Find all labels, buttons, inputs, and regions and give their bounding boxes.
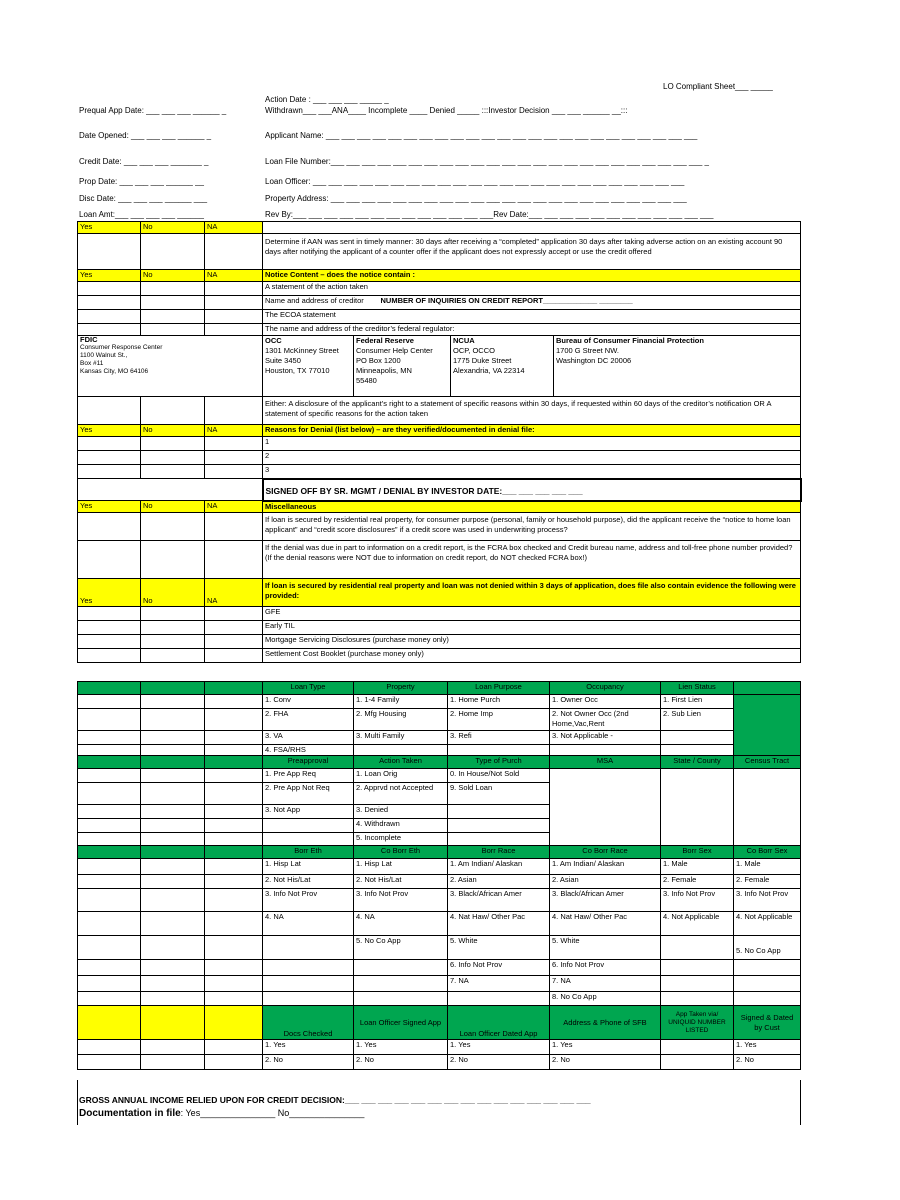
grid-option[interactable]: 4. Withdrawn: [354, 819, 448, 833]
grid-option[interactable]: 1. Owner Occ: [550, 695, 661, 709]
aan-timely-text: Determine if AAN was sent in timely manner: 30 days after receiving a “completed” application 30 days after taking adverse action on an existing account 90 days after notifying the applicant of a counter offer if the applicant does not expressly accept or use the credit offered: [263, 234, 801, 270]
na-header[interactable]: NA: [205, 222, 263, 234]
yes-header[interactable]: Yes: [78, 578, 141, 606]
grid-option[interactable]: 2. Pre App Not Req: [263, 783, 354, 805]
na-header[interactable]: NA: [205, 578, 263, 606]
grid-option[interactable]: 1. Male: [661, 859, 734, 875]
state-county-header: State / County: [661, 756, 734, 769]
lien-status-header: Lien Status: [661, 682, 734, 695]
fed-reserve-address: Federal Reserve Consumer Help Center PO Box 1200 Minneapolis, MN 55480: [354, 336, 451, 396]
grid-option[interactable]: 2. Home Imp: [448, 709, 550, 731]
disclosure-item: GFE: [263, 606, 801, 620]
grid-option[interactable]: 1. First Lien: [661, 695, 734, 709]
check-cell[interactable]: [78, 234, 141, 270]
grid-option[interactable]: 3. Not App: [263, 805, 354, 819]
documentation-line: [79, 1108, 364, 1119]
no-header[interactable]: No: [141, 578, 205, 606]
grid-option[interactable]: 2. Asian: [550, 875, 661, 889]
lo-signed-app-header: Loan Officer Signed App: [354, 1006, 448, 1040]
msa-header: MSA: [550, 756, 661, 769]
grid-option[interactable]: 5. Incomplete: [354, 833, 448, 846]
grid-option[interactable]: 9. Sold Loan: [448, 783, 550, 805]
grid-option[interactable]: 1. Yes: [734, 1040, 801, 1055]
grid-option[interactable]: 2. FHA: [263, 709, 354, 731]
action-taken-header: Action Taken: [354, 756, 448, 769]
withdrawn-status-field[interactable]: Withdrawn___ ___ANA____ Incomplete ____ Denied _____ :::Investor Decision ___ ___ ______ __:::: [265, 106, 628, 115]
grid-option[interactable]: 2. Mfg Housing: [354, 709, 448, 731]
state-county-input[interactable]: [661, 769, 734, 846]
grid-option[interactable]: 2. Not His/Lat: [263, 875, 354, 889]
grid-option[interactable]: 2. Sub Lien: [661, 709, 734, 731]
na-header[interactable]: NA: [205, 270, 263, 282]
docs-checked-header: Docs Checked: [263, 1006, 354, 1040]
grid-option[interactable]: 4. Nat Haw/ Other Pac: [448, 912, 550, 936]
notice-item: Name and address of creditor NUMBER OF INQUIRIES ON CREDIT REPORT_____________ ________: [263, 296, 801, 310]
occ-address: OCC 1301 McKinney Street Suite 3450 Houston, TX 77010: [263, 336, 354, 396]
na-header[interactable]: NA: [205, 501, 263, 513]
hmda-data-grid: [77, 681, 801, 1070]
notice-item: The ECOA statement: [263, 310, 801, 324]
either-disclosure-text: Either: A disclosure of the applicant’s right to a statement of specific reasons within 30 days, if requested within 60 days of the creditor’s notification OR A statement of specific reasons for the action taken: [263, 397, 801, 425]
notice-item: A statement of the action taken: [263, 282, 801, 296]
no-header[interactable]: No: [141, 501, 205, 513]
lo-dated-app-header: Loan Officer Dated App: [448, 1006, 550, 1040]
compliance-checklist-table: [77, 221, 802, 663]
na-header[interactable]: NA: [205, 425, 263, 437]
grid-option[interactable]: 5. No Co App: [354, 936, 448, 960]
loan-purpose-header: Loan Purpose: [448, 682, 550, 695]
grid-option[interactable]: 1. Male: [734, 859, 801, 875]
grid-option[interactable]: 2. Asian: [448, 875, 550, 889]
property-header: Property: [354, 682, 448, 695]
grid-option[interactable]: 7. NA: [448, 976, 550, 992]
rev-by-field[interactable]: Rev By:___ ___ ___ ___ ___ ___ ___ ___ ___ ___ ___ ___ ___Rev Date:___ ___ ___ ___ ___ ___ ___ ___ ___ ___ ___ ___: [265, 210, 714, 219]
notice-item: The name and address of the creditor’s federal regulator:: [263, 324, 801, 336]
grid-option[interactable]: 6. Info Not Prov: [448, 960, 550, 976]
borr-sex-header: Borr Sex: [661, 846, 734, 859]
disc-date-field[interactable]: Disc Date: ___ ___ ___ ______ ___: [79, 194, 208, 203]
grid-option[interactable]: 1. Pre App Req: [263, 769, 354, 783]
fdic-address: FDIC Consumer Response Center 1100 Walnut St., Box #11 Kansas City, MO 64106: [78, 336, 263, 397]
grid-option[interactable]: 1. Hisp Lat: [263, 859, 354, 875]
prequal-app-date-field[interactable]: Prequal App Date: ___ ___ ___ ______ _: [79, 106, 227, 115]
census-tract-input[interactable]: [734, 769, 801, 846]
inquiries-field[interactable]: NUMBER OF INQUIRIES ON CREDIT REPORT_____________ ________: [380, 296, 633, 305]
grid-option[interactable]: 1. Hisp Lat: [354, 859, 448, 875]
grid-option[interactable]: 1. Am Indian/ Alaskan: [550, 859, 661, 875]
grid-option[interactable]: 2. No: [448, 1055, 550, 1070]
denial-reason-row[interactable]: 1: [263, 437, 801, 451]
check-cell[interactable]: [141, 234, 205, 270]
signed-dated-cust-header: Signed & Dated by Cust: [734, 1006, 801, 1040]
check-cell[interactable]: [205, 234, 263, 270]
documentation-label: Documentation in file: [79, 1108, 181, 1119]
grid-option[interactable]: 3. VA: [263, 731, 354, 745]
action-date-field[interactable]: Action Date : ___ ___ ___ _____ _: [265, 95, 389, 104]
applicant-name-field[interactable]: Applicant Name: ___ ___ ___ ___ ___ ___ ___ ___ ___ ___ ___ ___ ___ ___ ___ ___ ___ ___ ___ ___ ___ ___ ___ ___: [265, 131, 698, 140]
prop-date-field[interactable]: Prop Date: ___ ___ ___ ______ __: [79, 177, 204, 186]
disclosure-item: Mortgage Servicing Disclosures (purchase money only): [263, 634, 801, 648]
grid-option[interactable]: 5. White: [448, 936, 550, 960]
grid-option[interactable]: 1. Am Indian/ Alaskan: [448, 859, 550, 875]
grid-option[interactable]: 2. Not His/Lat: [354, 875, 448, 889]
yes-header[interactable]: Yes: [78, 425, 141, 437]
grid-option[interactable]: 2. Apprvd not Accepted: [354, 783, 448, 805]
grid-option[interactable]: 3. Info Not Prov: [354, 889, 448, 912]
grid-option[interactable]: 4. Not Applicable: [661, 912, 734, 936]
grid-option[interactable]: 3. Denied: [354, 805, 448, 819]
grid-option[interactable]: 4. FSA/RHS: [263, 745, 354, 756]
grid-option[interactable]: 8. No Co App: [550, 992, 661, 1006]
grid-option[interactable]: 3. Info Not Prov: [734, 889, 801, 912]
grid-option[interactable]: 5. No Co App: [734, 936, 801, 960]
denial-reason-row[interactable]: 3: [263, 465, 801, 479]
grid-option[interactable]: 3. Multi Family: [354, 731, 448, 745]
yes-header[interactable]: Yes: [78, 270, 141, 282]
grid-option[interactable]: 2. Not Owner Occ (2nd Home,Vac,Rent: [550, 709, 661, 731]
grid-option[interactable]: 2. No: [734, 1055, 801, 1070]
grid-option[interactable]: 2. Female: [661, 875, 734, 889]
grid-option[interactable]: 3. Black/African Amer: [448, 889, 550, 912]
loan-amt-field[interactable]: Loan Amt:___ ___ ___ ___ ______: [79, 210, 204, 219]
address-phone-sfb-header: Address & Phone of SFB: [550, 1006, 661, 1040]
grid-option[interactable]: 1. Conv: [263, 695, 354, 709]
grid-option[interactable]: 4. NA: [354, 912, 448, 936]
grid-option[interactable]: 2. Female: [734, 875, 801, 889]
grid-option[interactable]: 3. Info Not Prov: [661, 889, 734, 912]
grid-option[interactable]: 4. Not Applicable: [734, 912, 801, 936]
grid-option[interactable]: 7. NA: [550, 976, 661, 992]
signed-off-field[interactable]: SIGNED OFF BY SR. MGMT / DENIAL BY INVESTOR DATE:___ ___ ___ ___ ___: [263, 479, 801, 501]
borr-eth-header: Borr Eth: [263, 846, 354, 859]
yes-header[interactable]: Yes: [78, 501, 141, 513]
yes-header[interactable]: Yes: [78, 222, 141, 234]
denial-reason-row[interactable]: 2: [263, 451, 801, 465]
grid-option[interactable]: 1. Yes: [448, 1040, 550, 1055]
grid-option[interactable]: 1. Home Purch: [448, 695, 550, 709]
misc-question-2: If the denial was due in part to information on a credit report, is the FCRA box checked and Credit bureau name, address and toll-free phone number provided? (If the denial reasons were NOT due to information on credit report, do NOT checked FCRA box!): [263, 540, 801, 578]
grid-option[interactable]: 3. Refi: [448, 731, 550, 745]
grid-option[interactable]: 3. Black/African Amer: [550, 889, 661, 912]
lo-sheet-label: LO Compliant Sheet___ _____: [663, 82, 773, 91]
grid-option[interactable]: 2. No: [550, 1055, 661, 1070]
grid-option[interactable]: 4. NA: [263, 912, 354, 936]
borr-race-header: Borr Race: [448, 846, 550, 859]
grid-option[interactable]: 4. Nat Haw/ Other Pac: [550, 912, 661, 936]
census-tract-header: Census Tract: [734, 756, 801, 769]
property-address-field[interactable]: Property Address: ___ ___ ___ ___ ___ ___ ___ ___ ___ ___ ___ ___ ___ ___ ___ ___ ___ ___ ___ ___ ___ ___ ___: [265, 194, 687, 203]
loan-type-header: Loan Type: [263, 682, 354, 695]
cfpb-address: Bureau of Consumer Financial Protection 1700 G Street NW. Washington DC 20006: [556, 336, 704, 365]
type-of-purch-header: Type of Purch: [448, 756, 550, 769]
grid-option[interactable]: 1. 1-4 Family: [354, 695, 448, 709]
co-borr-sex-header: Co Borr Sex: [734, 846, 801, 859]
no-header[interactable]: No: [141, 222, 205, 234]
grid-option[interactable]: 3. Not Applicable -: [550, 731, 661, 745]
date-opened-field[interactable]: Date Opened: ___ ___ ___ ______ _: [79, 131, 212, 140]
co-borr-race-header: Co Borr Race: [550, 846, 661, 859]
occupancy-header: Occupancy: [550, 682, 661, 695]
grid-option[interactable]: 5. White: [550, 936, 661, 960]
grid-option[interactable]: 2. No: [263, 1055, 354, 1070]
grid-option[interactable]: 1. Yes: [550, 1040, 661, 1055]
app-taken-via-header: App Taken via/ UNIQUID NUMBER LISTED: [661, 1006, 734, 1040]
grid-option[interactable]: 0. In House/Not Sold: [448, 769, 550, 783]
no-header[interactable]: No: [141, 270, 205, 282]
disclosure-item: Settlement Cost Booklet (purchase money only): [263, 648, 801, 662]
disclosure-item: Early TIL: [263, 620, 801, 634]
loan-file-number-field[interactable]: Loan File Number:___ ___ ___ ___ ___ ___ ___ ___ ___ ___ ___ ___ ___ ___ ___ ___ ___ ___ ___ ___ ___ ___ ___ ___ _: [265, 157, 709, 166]
disclosures-evidence-title: If loan is secured by residential real property and loan was not denied within 3 days of application, does file also contain evidence the following were provided:: [263, 578, 801, 606]
credit-date-field[interactable]: Credit Date: ___ ___ ___ _______ _: [79, 157, 209, 166]
preapproval-header: Preapproval: [263, 756, 354, 769]
grid-option[interactable]: 1. Yes: [263, 1040, 354, 1055]
gross-income-field[interactable]: GROSS ANNUAL INCOME RELIED UPON FOR CREDIT DECISION:___ ___ ___ ___ ___ ___ ___ ___ ___ ___ ___ ___ ___ ___ ___: [79, 1095, 591, 1105]
miscellaneous-title: Miscellaneous: [263, 501, 801, 513]
grid-option[interactable]: 1. Loan Orig: [354, 769, 448, 783]
no-header[interactable]: No: [141, 425, 205, 437]
co-borr-eth-header: Co Borr Eth: [354, 846, 448, 859]
grid-option[interactable]: 2. No: [354, 1055, 448, 1070]
notice-content-title: Notice Content – does the notice contain :: [263, 270, 801, 282]
loan-officer-field[interactable]: Loan Officer: ___ ___ ___ ___ ___ ___ ___ ___ ___ ___ ___ ___ ___ ___ ___ ___ ___ ___ ___ ___ ___ ___ ___ ___: [265, 177, 685, 186]
documentation-yes-no[interactable]: : Yes_______________ No_______________: [180, 1108, 365, 1118]
grid-option[interactable]: 6. Info Not Prov: [550, 960, 661, 976]
ncua-address: NCUA OCP, OCCO 1775 Duke Street Alexandria, VA 22314: [451, 336, 554, 396]
msa-input[interactable]: [550, 769, 661, 846]
denial-reasons-title: Reasons for Denial (list below) – are they verified/documented in denial file:: [263, 425, 801, 437]
grid-option[interactable]: 1. Yes: [354, 1040, 448, 1055]
grid-option[interactable]: 3. Info Not Prov: [263, 889, 354, 912]
misc-question-1: If loan is secured by residential real property, for consumer purpose (personal, family or household purpose), did the applicant receive the “notice to home loan applicant” and “credit score disclosures” if a credit score was used in underwriting process?: [263, 512, 801, 540]
